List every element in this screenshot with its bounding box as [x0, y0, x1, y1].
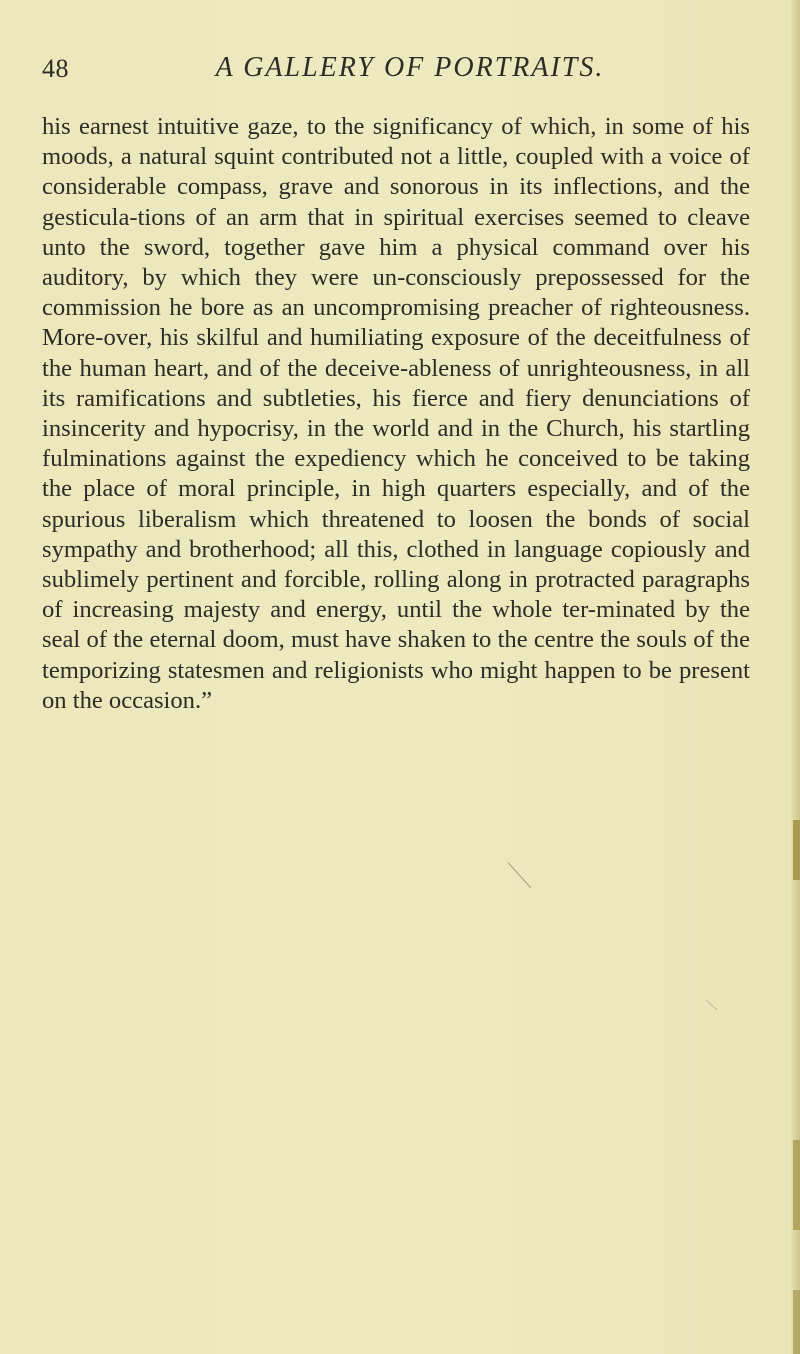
stray-pencil-mark: [706, 1000, 717, 1010]
body-paragraph: his earnest intuitive gaze, to the significancy of which, in some of his moods, a natural squint contributed not a little, coupled with a voice of considerable compass, grave and sonorous in its inflections, and the gesticula-tions of an arm that in spiritual exercises seemed to cleave unto the sword, together gave him a physical command over his auditory, by which they were un-consciously prepossessed for the commission he bore as an uncompromising preacher of righteousness. More-over, his skilful and humiliating exposure of the deceitfulness of the human heart, and of the deceive-ableness of unrighteousness, in all its ramifications and subtleties, his fierce and fiery denunciations of insincerity and hypocrisy, in the world and in the Church, his startling fulminations against the expediency which he conceived to be taking the place of moral principle, in high quarters especially, and of the spurious liberalism which threatened to loosen the bonds of social sympathy and brotherhood; all this, clothed in language copiously and sublimely pertinent and forcible, rolling along in protracted paragraphs of increasing majesty and energy, until the whole ter-minated by the seal of the eternal doom, must have shaken to the centre the souls of the temporizing statesmen and religionists who might happen to be present on the occasion.”: [42, 113, 750, 714]
stray-pencil-mark: [508, 862, 532, 888]
edge-shadow-mark: [793, 1290, 800, 1354]
edge-shadow-mark: [793, 820, 800, 880]
page-number: 48: [42, 54, 69, 83]
page-edge: [791, 0, 800, 1354]
edge-shadow-mark: [793, 1140, 800, 1230]
running-head: A GALLERY OF PORTRAITS.: [215, 52, 605, 83]
